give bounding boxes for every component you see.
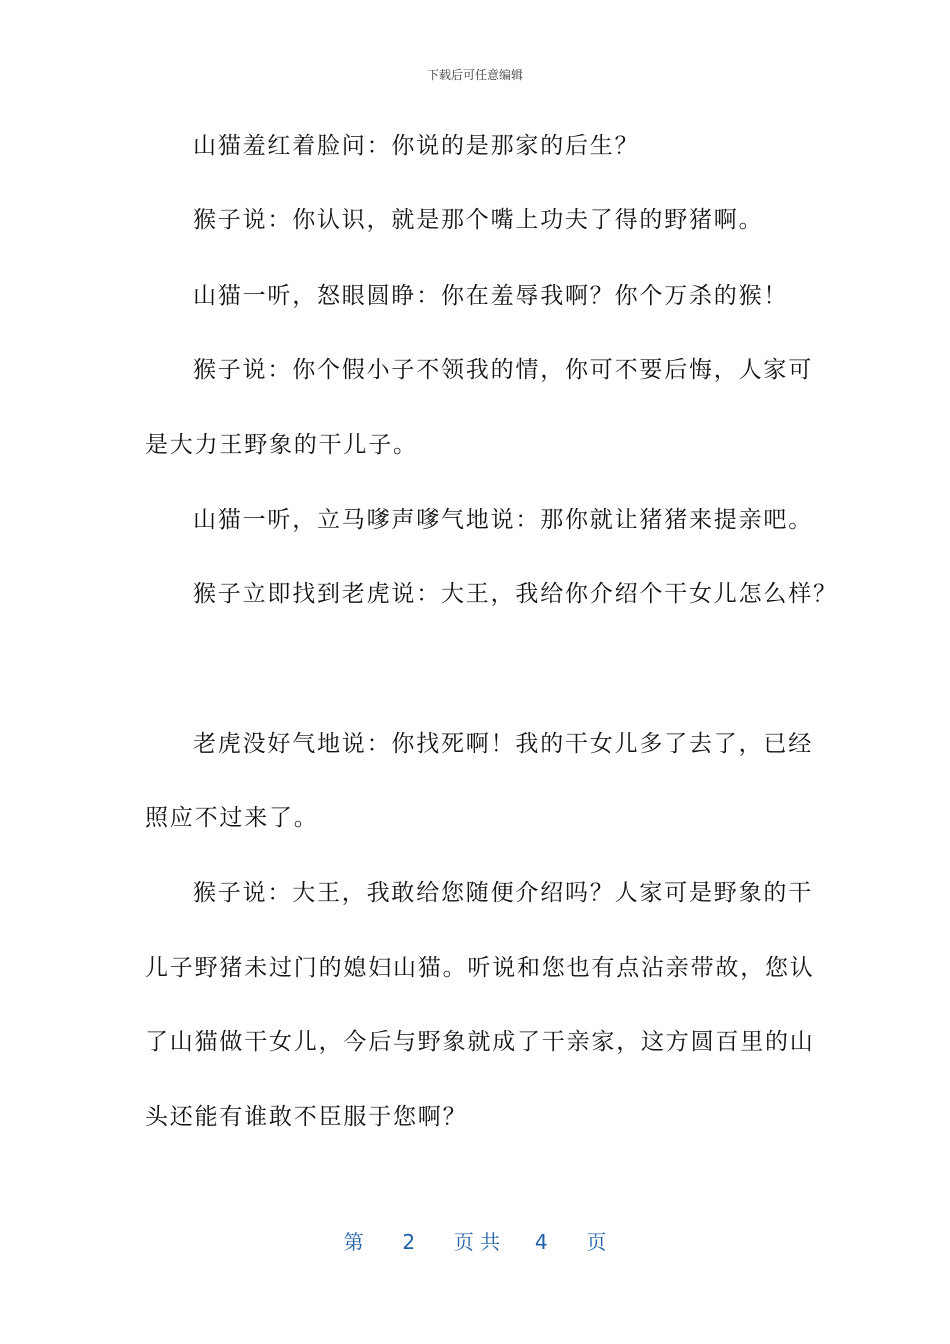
paragraph-line: 猴子说：你个假小子不领我的情，你可不要后悔，人家可	[193, 357, 813, 383]
page-header: 下载后可任意编辑	[426, 68, 523, 82]
paragraph-line: 儿子野猪未过门的媳妇山猫。听说和您也有点沾亲带故，您认	[145, 955, 815, 981]
footer-ye-gong: 页 共	[453, 1230, 501, 1254]
paragraph-line: 猴子说：你认识，就是那个嘴上功夫了得的野猪啊。	[193, 207, 764, 233]
footer-total-pages: 4	[534, 1230, 548, 1254]
paragraph-line: 山猫一听，立马嗲声嗲气地说：那你就让猪猪来提亲吧。	[193, 507, 813, 533]
paragraph-line: 山猫羞红着脸问：你说的是那家的后生？	[193, 133, 640, 159]
paragraph-line: 老虎没好气地说：你找死啊！我的干女儿多了去了，已经	[193, 731, 813, 757]
footer-di: 第	[343, 1230, 364, 1254]
paragraph-line: 猴子立即找到老虎说：大王，我给你介绍个干女儿怎么样？	[193, 581, 838, 607]
footer-ye: 页	[586, 1230, 607, 1254]
page-footer	[0, 1226, 950, 1255]
paragraph-line: 了山猫做干女儿，今后与野象就成了干亲家，这方圆百里的山	[145, 1029, 815, 1055]
paragraph-line: 头还能有谁敢不臣服于您啊？	[145, 1104, 468, 1130]
footer-current-page: 2	[402, 1230, 416, 1254]
paragraph-line: 山猫一听，怒眼圆睁：你在羞辱我啊？你个万杀的猴！	[193, 283, 789, 309]
paragraph-line: 照应不过来了。	[145, 805, 319, 831]
paragraph-line: 猴子说：大王，我敢给您随便介绍吗？人家可是野象的干	[193, 880, 813, 906]
paragraph-line: 是大力王野象的干儿子。	[145, 432, 418, 458]
